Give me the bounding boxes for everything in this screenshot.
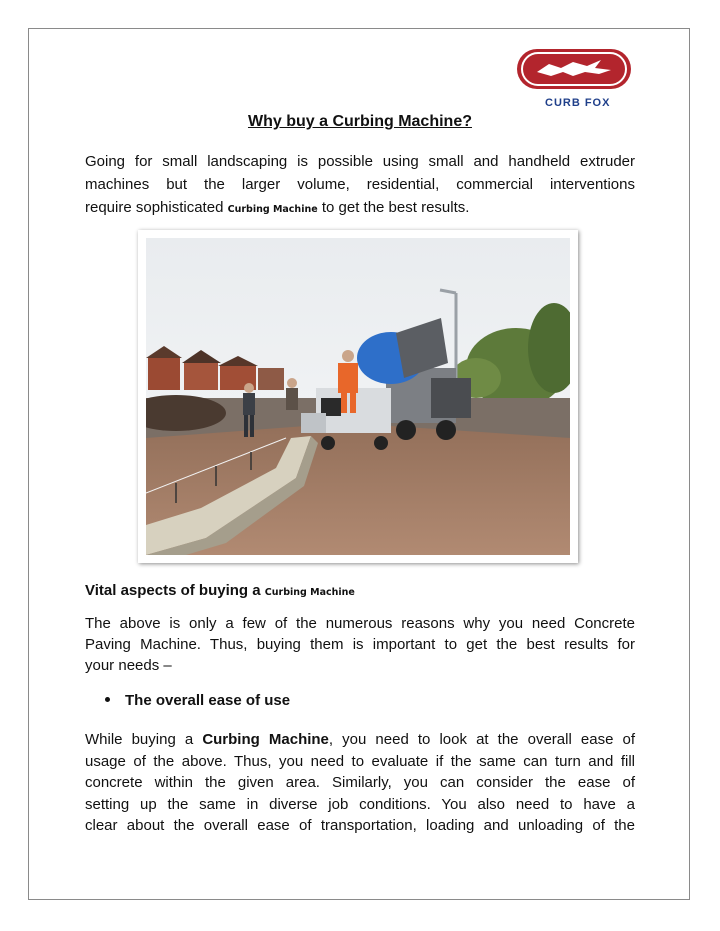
curbing-machine-term: Curbing Machine	[264, 587, 355, 598]
intro-line: Going for small landscaping is possible using small and handheld extruder	[85, 153, 635, 170]
body-line	[85, 729, 635, 751]
section-paragraph	[85, 613, 635, 676]
curbing-machine-bold: Curbing Machine	[202, 731, 329, 748]
body-text: , you need to look at the overall ease of	[328, 731, 636, 748]
section-heading-text: Vital aspects of buying a	[85, 582, 265, 599]
logo-text: CURB FOX	[545, 97, 611, 109]
curb-fox-logo	[515, 47, 633, 111]
intro-text: to get the best results.	[317, 199, 470, 216]
fox-logo-icon	[515, 47, 633, 111]
section-line: your needs –	[85, 657, 172, 674]
intro-paragraph	[85, 150, 635, 221]
body-line: usage of the above. Thus, you need to evaluate if the same can turn and fill	[85, 752, 635, 770]
page-title: Why buy a Curbing Machine?	[247, 113, 472, 130]
body-line: clear about the overall ease of transportation, loading and unloading of the	[85, 817, 635, 834]
bullet-text: The overall ease of use	[125, 692, 291, 709]
body-paragraph	[85, 729, 635, 837]
bullet-dot-icon	[105, 697, 110, 702]
section-heading	[85, 582, 355, 599]
body-text: While buying a	[85, 731, 203, 748]
intro-text: require sophisticated	[85, 199, 228, 216]
bullet-item	[105, 692, 290, 709]
body-line: concrete within the given area. Similarly, you can consider the ease of	[85, 774, 635, 791]
section-line: Paving Machine. Thus, buying them is important to get the best results for	[85, 636, 635, 653]
curbing-machine-term: Curbing Machine	[227, 204, 318, 215]
curbing-machine-photo	[138, 230, 578, 563]
intro-line: machines but the larger volume, residential, commercial interventions	[85, 176, 635, 193]
photo-image	[146, 238, 570, 555]
section-line: The above is only a few of the numerous reasons why you need Concrete	[85, 615, 635, 632]
intro-line	[85, 196, 635, 221]
body-line: setting up the same in diverse job conditions. You also need to have a	[85, 795, 635, 813]
